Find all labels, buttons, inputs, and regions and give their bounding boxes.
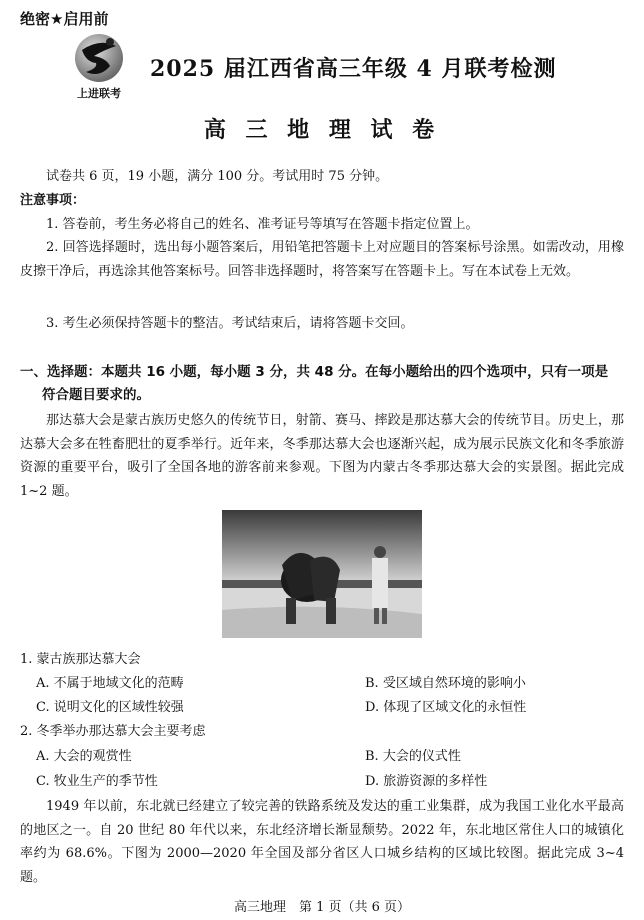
q2-option-b: B. 大会的仪式性 — [365, 749, 461, 764]
notice-item-3: 3. 考生必须保持答题卡的整洁。考试结束后，请将答题卡交回。 — [46, 316, 414, 331]
exam-logo — [70, 30, 128, 100]
q1-option-c: C. 说明文化的区域性较强 — [36, 700, 184, 715]
nadam-wrestling-photo — [222, 510, 422, 638]
question-2-stem: 2. 冬季举办那达慕大会主要考虑 — [20, 724, 206, 739]
notice-item-2: 2. 回答选择题时，选出每小题答案后，用铅笔把答题卡上对应题目的答案标号涂黑。如需改动，用橡皮擦干净后，再选涂其他答案标号。回答非选择题时，将答案写在答题卡上。写在本试卷上无效。 — [20, 240, 624, 279]
logo-emblem-icon — [70, 30, 128, 86]
q2-option-d: D. 旅游资源的多样性 — [365, 774, 488, 789]
section-1-title — [20, 361, 630, 407]
q1-option-d: D. 体现了区域文化的永恒性 — [365, 700, 527, 715]
q1-option-b: B. 受区域自然环境的影响小 — [365, 676, 526, 691]
secret-mark: 绝密★启用前 — [20, 10, 109, 28]
page-footer: 高三地理 第 1 页（共 6 页） — [233, 900, 411, 915]
exam-title: 2025 届江西省高三年级 4 月联考检测 — [150, 56, 557, 82]
section-1-title-line1: 一、选择题：本题共 16 小题，每小题 3 分，共 48 分。在每小题给出的四个选项中，只有一项是 — [20, 364, 609, 380]
intro-text: 试卷共 6 页，19 小题，满分 100 分。考试用时 75 分钟。 — [46, 169, 389, 184]
section-1-title-line2: 符合题目要求的。 — [42, 387, 150, 403]
subject-title: 高 三 地 理 试 卷 — [203, 117, 441, 143]
q2-option-c: C. 牧业生产的季节性 — [36, 774, 158, 789]
q2-option-a: A. 大会的观赏性 — [36, 749, 132, 764]
passage-1: 那达慕大会是蒙古族历史悠久的传统节日，射箭、赛马、摔跤是那达慕大会的传统节目。历史上，那达慕大会多在牲畜肥壮的夏季举行。近年来，冬季那达慕大会也逐渐兴起，成为展示民族文化和冬季旅游资源的重要平台，吸引了全国各地的游客前来参观。下图为内蒙古冬季那达慕大会的实景图。据此完成 1~2 题。 — [20, 413, 624, 499]
question-1-stem: 1. 蒙古族那达慕大会 — [20, 652, 141, 667]
passage-2: 1949 年以前，东北就已经建立了较完善的铁路系统及发达的重工业集群，成为我国工业化水平最高的地区之一。自 20 世纪 80 年代以来，东北经济增长渐显颓势。2022 年，东北地区常住人口的城镇化率约为 68.6%。下图为 2000—2020 年全国及部分省区人口城乡结构的区域比较图。据此完成 3~4 题。 — [20, 799, 624, 885]
logo-text: 上进联考 — [77, 87, 121, 100]
notice-heading: 注意事项： — [20, 193, 86, 208]
notice-item-1: 1. 答卷前，考生务必将自己的姓名、准考证号等填写在答题卡指定位置上。 — [46, 217, 479, 232]
q1-option-a: A. 不属于地域文化的范畴 — [36, 676, 184, 691]
